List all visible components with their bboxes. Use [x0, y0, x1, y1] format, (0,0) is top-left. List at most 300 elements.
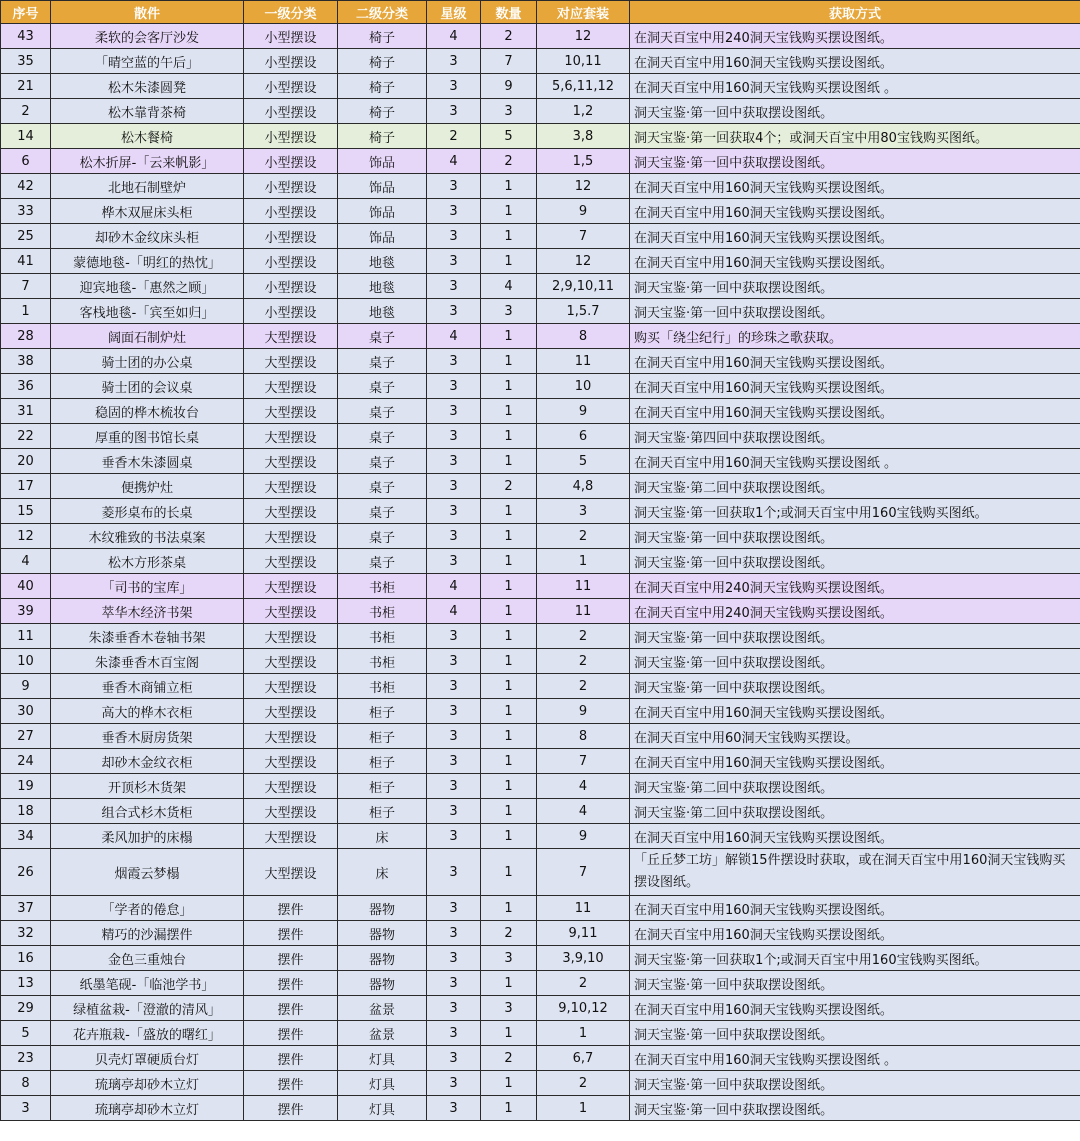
cell-category-1: 大型摆设 — [244, 449, 338, 474]
cell-name: 松木朱漆圆凳 — [51, 74, 244, 99]
cell-source: 在洞天百宝中用160洞天宝钱购买摆设图纸。 — [630, 996, 1080, 1021]
cell-source: 洞天宝鉴·第一回中获取摆设图纸。 — [630, 624, 1080, 649]
cell-id: 37 — [1, 896, 51, 921]
cell-quantity: 1 — [481, 599, 537, 624]
table-row — [1, 624, 1080, 649]
cell-category-2: 器物 — [338, 921, 427, 946]
cell-category-2: 灯具 — [338, 1046, 427, 1071]
cell-name: 贝壳灯罩硬质台灯 — [51, 1046, 244, 1071]
cell-category-1: 摆件 — [244, 1046, 338, 1071]
cell-name: 北地石制壁炉 — [51, 174, 244, 199]
cell-stars: 3 — [427, 299, 481, 324]
cell-source: 在洞天百宝中用160洞天宝钱购买摆设图纸。 — [630, 224, 1080, 249]
cell-name: 琉璃亭却砂木立灯 — [51, 1096, 244, 1121]
cell-source: 洞天宝鉴·第四回中获取摆设图纸。 — [630, 424, 1080, 449]
cell-source: 在洞天百宝中用160洞天宝钱购买摆设图纸。 — [630, 921, 1080, 946]
cell-id: 31 — [1, 399, 51, 424]
cell-source: 洞天宝鉴·第一回中获取摆设图纸。 — [630, 99, 1080, 124]
cell-set: 2 — [537, 1071, 630, 1096]
cell-category-1: 大型摆设 — [244, 574, 338, 599]
cell-source: 洞天宝鉴·第一回中获取摆设图纸。 — [630, 1096, 1080, 1121]
table-row — [1, 1096, 1080, 1121]
cell-category-2: 桌子 — [338, 324, 427, 349]
table-row — [1, 971, 1080, 996]
cell-category-2: 桌子 — [338, 399, 427, 424]
cell-name: 「学者的倦怠」 — [51, 896, 244, 921]
cell-id: 23 — [1, 1046, 51, 1071]
cell-name: 萃华木经济书架 — [51, 599, 244, 624]
cell-category-1: 大型摆设 — [244, 499, 338, 524]
cell-id: 18 — [1, 799, 51, 824]
cell-category-2: 饰品 — [338, 174, 427, 199]
cell-quantity: 2 — [481, 921, 537, 946]
cell-name: 柔软的会客厅沙发 — [51, 24, 244, 49]
cell-category-2: 书柜 — [338, 574, 427, 599]
cell-set: 9,11 — [537, 921, 630, 946]
cell-set: 1 — [537, 1096, 630, 1121]
cell-source: 洞天宝鉴·第一回中获取摆设图纸。 — [630, 971, 1080, 996]
header-source: 获取方式 — [630, 1, 1080, 24]
cell-quantity: 1 — [481, 624, 537, 649]
cell-category-1: 小型摆设 — [244, 174, 338, 199]
cell-category-2: 椅子 — [338, 99, 427, 124]
table-body — [1, 24, 1080, 1121]
cell-id: 9 — [1, 674, 51, 699]
cell-category-2: 器物 — [338, 971, 427, 996]
cell-name: 阔面石制炉灶 — [51, 324, 244, 349]
cell-category-2: 饰品 — [338, 149, 427, 174]
cell-category-1: 大型摆设 — [244, 649, 338, 674]
cell-category-1: 大型摆设 — [244, 674, 338, 699]
table-row — [1, 749, 1080, 774]
cell-set: 1,5.7 — [537, 299, 630, 324]
cell-set: 1 — [537, 1021, 630, 1046]
cell-name: 绿植盆栽-「澄澈的清风」 — [51, 996, 244, 1021]
table-row — [1, 149, 1080, 174]
table-row — [1, 549, 1080, 574]
cell-source: 洞天宝鉴·第一回中获取摆设图纸。 — [630, 674, 1080, 699]
cell-id: 14 — [1, 124, 51, 149]
cell-category-1: 小型摆设 — [244, 149, 338, 174]
table-row — [1, 24, 1080, 49]
table-row — [1, 99, 1080, 124]
cell-name: 垂香木商铺立柜 — [51, 674, 244, 699]
table-row — [1, 946, 1080, 971]
cell-stars: 3 — [427, 224, 481, 249]
cell-quantity: 1 — [481, 224, 537, 249]
cell-id: 34 — [1, 824, 51, 849]
cell-category-2: 桌子 — [338, 449, 427, 474]
cell-category-1: 大型摆设 — [244, 824, 338, 849]
cell-set: 7 — [537, 849, 630, 896]
cell-set: 7 — [537, 749, 630, 774]
cell-category-2: 盆景 — [338, 1021, 427, 1046]
cell-quantity: 1 — [481, 971, 537, 996]
cell-set: 6 — [537, 424, 630, 449]
cell-quantity: 1 — [481, 849, 537, 896]
cell-quantity: 1 — [481, 349, 537, 374]
cell-quantity: 1 — [481, 699, 537, 724]
cell-category-1: 大型摆设 — [244, 799, 338, 824]
cell-category-1: 大型摆设 — [244, 774, 338, 799]
cell-category-1: 小型摆设 — [244, 24, 338, 49]
table-row — [1, 174, 1080, 199]
cell-name: 朱漆垂香木百宝阁 — [51, 649, 244, 674]
cell-category-2: 灯具 — [338, 1096, 427, 1121]
cell-name: 骑士团的会议桌 — [51, 374, 244, 399]
cell-quantity: 1 — [481, 1071, 537, 1096]
table-row — [1, 574, 1080, 599]
cell-category-2: 桌子 — [338, 549, 427, 574]
cell-category-2: 柜子 — [338, 774, 427, 799]
cell-name: 松木靠背茶椅 — [51, 99, 244, 124]
table-row — [1, 274, 1080, 299]
table-row — [1, 224, 1080, 249]
cell-name: 高大的桦木衣柜 — [51, 699, 244, 724]
cell-id: 22 — [1, 424, 51, 449]
table-row — [1, 699, 1080, 724]
table-row — [1, 724, 1080, 749]
cell-id: 40 — [1, 574, 51, 599]
cell-category-2: 柜子 — [338, 724, 427, 749]
cell-quantity: 7 — [481, 49, 537, 74]
cell-name: 金色三重烛台 — [51, 946, 244, 971]
header-category-1: 一级分类 — [244, 1, 338, 24]
cell-stars: 3 — [427, 624, 481, 649]
cell-id: 35 — [1, 49, 51, 74]
cell-source: 洞天宝鉴·第一回中获取摆设图纸。 — [630, 1021, 1080, 1046]
cell-category-2: 柜子 — [338, 799, 427, 824]
cell-category-2: 床 — [338, 849, 427, 896]
cell-category-2: 书柜 — [338, 674, 427, 699]
cell-id: 4 — [1, 549, 51, 574]
cell-source: 洞天宝鉴·第一回中获取摆设图纸。 — [630, 299, 1080, 324]
cell-source: 在洞天百宝中用160洞天宝钱购买摆设图纸 。 — [630, 74, 1080, 99]
cell-id: 39 — [1, 599, 51, 624]
cell-category-1: 大型摆设 — [244, 424, 338, 449]
table-row — [1, 921, 1080, 946]
cell-category-2: 地毯 — [338, 249, 427, 274]
table-row — [1, 74, 1080, 99]
cell-stars: 3 — [427, 699, 481, 724]
cell-id: 28 — [1, 324, 51, 349]
table-row — [1, 399, 1080, 424]
cell-stars: 3 — [427, 799, 481, 824]
cell-category-2: 床 — [338, 824, 427, 849]
cell-stars: 3 — [427, 99, 481, 124]
cell-name: 朱漆垂香木卷轴书架 — [51, 624, 244, 649]
cell-set: 2 — [537, 674, 630, 699]
cell-set: 3,9,10 — [537, 946, 630, 971]
cell-quantity: 2 — [481, 1046, 537, 1071]
cell-stars: 3 — [427, 649, 481, 674]
cell-quantity: 5 — [481, 124, 537, 149]
table-row — [1, 124, 1080, 149]
cell-set: 11 — [537, 896, 630, 921]
cell-quantity: 1 — [481, 549, 537, 574]
cell-category-2: 桌子 — [338, 349, 427, 374]
cell-stars: 3 — [427, 274, 481, 299]
cell-stars: 3 — [427, 449, 481, 474]
cell-stars: 3 — [427, 474, 481, 499]
cell-stars: 3 — [427, 199, 481, 224]
cell-source: 在洞天百宝中用160洞天宝钱购买摆设图纸。 — [630, 199, 1080, 224]
cell-name: 花卉瓶栽-「盛放的曙红」 — [51, 1021, 244, 1046]
cell-set: 6,7 — [537, 1046, 630, 1071]
cell-id: 5 — [1, 1021, 51, 1046]
cell-id: 8 — [1, 1071, 51, 1096]
cell-id: 38 — [1, 349, 51, 374]
cell-category-1: 小型摆设 — [244, 99, 338, 124]
cell-id: 30 — [1, 699, 51, 724]
cell-category-1: 小型摆设 — [244, 274, 338, 299]
cell-set: 3,8 — [537, 124, 630, 149]
cell-category-1: 大型摆设 — [244, 849, 338, 896]
cell-stars: 3 — [427, 896, 481, 921]
table-row — [1, 896, 1080, 921]
cell-stars: 3 — [427, 824, 481, 849]
table-row — [1, 299, 1080, 324]
table-row — [1, 424, 1080, 449]
cell-source: 洞天宝鉴·第二回中获取摆设图纸。 — [630, 774, 1080, 799]
cell-category-1: 大型摆设 — [244, 699, 338, 724]
cell-name: 纸墨笔砚-「临池学书」 — [51, 971, 244, 996]
cell-source: 洞天宝鉴·第一回获取4个；或洞天百宝中用80宝钱购买图纸。 — [630, 124, 1080, 149]
cell-stars: 3 — [427, 996, 481, 1021]
cell-set: 4,8 — [537, 474, 630, 499]
cell-name: 厚重的图书馆长桌 — [51, 424, 244, 449]
cell-quantity: 1 — [481, 774, 537, 799]
cell-set: 4 — [537, 774, 630, 799]
cell-stars: 3 — [427, 49, 481, 74]
cell-name: 却砂木金纹床头柜 — [51, 224, 244, 249]
cell-category-1: 小型摆设 — [244, 124, 338, 149]
cell-id: 17 — [1, 474, 51, 499]
cell-category-2: 饰品 — [338, 224, 427, 249]
cell-category-1: 大型摆设 — [244, 549, 338, 574]
cell-set: 9 — [537, 824, 630, 849]
cell-quantity: 1 — [481, 199, 537, 224]
cell-set: 7 — [537, 224, 630, 249]
cell-stars: 3 — [427, 1021, 481, 1046]
cell-stars: 3 — [427, 174, 481, 199]
cell-name: 客栈地毯-「宾至如归」 — [51, 299, 244, 324]
cell-quantity: 1 — [481, 749, 537, 774]
cell-source: 洞天宝鉴·第一回中获取摆设图纸。 — [630, 524, 1080, 549]
cell-name: 精巧的沙漏摆件 — [51, 921, 244, 946]
cell-set: 11 — [537, 574, 630, 599]
cell-name: 松木餐椅 — [51, 124, 244, 149]
header-set: 对应套装 — [537, 1, 630, 24]
table-row — [1, 449, 1080, 474]
cell-category-1: 摆件 — [244, 996, 338, 1021]
cell-quantity: 1 — [481, 649, 537, 674]
cell-id: 24 — [1, 749, 51, 774]
cell-source: 洞天宝鉴·第一回中获取摆设图纸。 — [630, 149, 1080, 174]
cell-source: 在洞天百宝中用160洞天宝钱购买摆设图纸。 — [630, 249, 1080, 274]
cell-category-1: 大型摆设 — [244, 324, 338, 349]
cell-name: 迎宾地毯-「惠然之顾」 — [51, 274, 244, 299]
cell-quantity: 1 — [481, 1021, 537, 1046]
cell-category-1: 小型摆设 — [244, 249, 338, 274]
cell-name: 松木方形茶桌 — [51, 549, 244, 574]
cell-source: 在洞天百宝中用240洞天宝钱购买摆设图纸。 — [630, 599, 1080, 624]
cell-source: 在洞天百宝中用60洞天宝钱购买摆设。 — [630, 724, 1080, 749]
cell-name: 「晴空蓝的午后」 — [51, 49, 244, 74]
cell-id: 25 — [1, 224, 51, 249]
cell-quantity: 3 — [481, 99, 537, 124]
cell-id: 7 — [1, 274, 51, 299]
cell-set: 1,5 — [537, 149, 630, 174]
cell-source: 洞天宝鉴·第一回获取1个;或洞天百宝中用160宝钱购买图纸。 — [630, 499, 1080, 524]
header-name: 散件 — [51, 1, 244, 24]
cell-quantity: 3 — [481, 946, 537, 971]
cell-category-2: 书柜 — [338, 649, 427, 674]
cell-set: 9 — [537, 399, 630, 424]
cell-set: 2 — [537, 524, 630, 549]
cell-name: 木纹雅致的书法桌案 — [51, 524, 244, 549]
cell-quantity: 1 — [481, 824, 537, 849]
cell-category-1: 大型摆设 — [244, 474, 338, 499]
cell-category-1: 小型摆设 — [244, 199, 338, 224]
cell-set: 10,11 — [537, 49, 630, 74]
cell-quantity: 1 — [481, 499, 537, 524]
cell-id: 1 — [1, 299, 51, 324]
cell-stars: 3 — [427, 399, 481, 424]
cell-source: 洞天宝鉴·第一回中获取摆设图纸。 — [630, 1071, 1080, 1096]
table-row — [1, 499, 1080, 524]
cell-stars: 4 — [427, 599, 481, 624]
cell-category-1: 摆件 — [244, 1071, 338, 1096]
cell-source: 洞天宝鉴·第一回获取1个;或洞天百宝中用160宝钱购买图纸。 — [630, 946, 1080, 971]
cell-set: 2 — [537, 624, 630, 649]
cell-source: 在洞天百宝中用160洞天宝钱购买摆设图纸。 — [630, 896, 1080, 921]
cell-category-2: 桌子 — [338, 374, 427, 399]
cell-set: 8 — [537, 724, 630, 749]
cell-quantity: 1 — [481, 324, 537, 349]
cell-id: 43 — [1, 24, 51, 49]
cell-quantity: 1 — [481, 799, 537, 824]
header-stars: 星级 — [427, 1, 481, 24]
table-row — [1, 1046, 1080, 1071]
cell-set: 10 — [537, 374, 630, 399]
cell-quantity: 1 — [481, 249, 537, 274]
cell-source: 在洞天百宝中用160洞天宝钱购买摆设图纸。 — [630, 749, 1080, 774]
cell-quantity: 1 — [481, 574, 537, 599]
cell-name: 琉璃亭却砂木立灯 — [51, 1071, 244, 1096]
cell-name: 组合式杉木货柜 — [51, 799, 244, 824]
cell-category-2: 灯具 — [338, 1071, 427, 1096]
cell-source: 「丘丘梦工坊」解锁15件摆设时获取，或在洞天百宝中用160洞天宝钱购买摆设图纸。 — [630, 849, 1080, 896]
cell-source: 在洞天百宝中用160洞天宝钱购买摆设图纸。 — [630, 824, 1080, 849]
cell-id: 19 — [1, 774, 51, 799]
cell-category-1: 摆件 — [244, 921, 338, 946]
cell-set: 5,6,11,12 — [537, 74, 630, 99]
cell-quantity: 1 — [481, 174, 537, 199]
cell-set: 9,10,12 — [537, 996, 630, 1021]
cell-set: 2,9,10,11 — [537, 274, 630, 299]
cell-category-2: 桌子 — [338, 524, 427, 549]
cell-category-2: 饰品 — [338, 199, 427, 224]
cell-category-2: 桌子 — [338, 424, 427, 449]
header-id: 序号 — [1, 1, 51, 24]
cell-quantity: 1 — [481, 449, 537, 474]
cell-quantity: 2 — [481, 24, 537, 49]
cell-stars: 3 — [427, 1046, 481, 1071]
cell-category-1: 摆件 — [244, 946, 338, 971]
cell-quantity: 1 — [481, 1096, 537, 1121]
cell-quantity: 4 — [481, 274, 537, 299]
cell-quantity: 3 — [481, 996, 537, 1021]
cell-id: 36 — [1, 374, 51, 399]
table-row — [1, 1021, 1080, 1046]
cell-category-1: 摆件 — [244, 896, 338, 921]
cell-name: 垂香木朱漆圆桌 — [51, 449, 244, 474]
cell-id: 3 — [1, 1096, 51, 1121]
table-row — [1, 774, 1080, 799]
cell-id: 2 — [1, 99, 51, 124]
cell-name: 骑士团的办公桌 — [51, 349, 244, 374]
cell-category-1: 大型摆设 — [244, 624, 338, 649]
cell-category-2: 柜子 — [338, 699, 427, 724]
cell-stars: 3 — [427, 549, 481, 574]
cell-category-2: 椅子 — [338, 124, 427, 149]
cell-name: 蒙德地毯-「明红的热忱」 — [51, 249, 244, 274]
cell-stars: 3 — [427, 774, 481, 799]
cell-id: 15 — [1, 499, 51, 524]
cell-quantity: 1 — [481, 524, 537, 549]
table-row — [1, 349, 1080, 374]
table-row — [1, 674, 1080, 699]
cell-category-1: 小型摆设 — [244, 224, 338, 249]
cell-id: 13 — [1, 971, 51, 996]
cell-source: 在洞天百宝中用160洞天宝钱购买摆设图纸。 — [630, 49, 1080, 74]
cell-id: 21 — [1, 74, 51, 99]
cell-source: 在洞天百宝中用160洞天宝钱购买摆设图纸 。 — [630, 449, 1080, 474]
cell-set: 1 — [537, 549, 630, 574]
cell-set: 5 — [537, 449, 630, 474]
cell-category-2: 盆景 — [338, 996, 427, 1021]
cell-category-1: 摆件 — [244, 971, 338, 996]
cell-stars: 3 — [427, 946, 481, 971]
cell-category-2: 地毯 — [338, 299, 427, 324]
cell-id: 26 — [1, 849, 51, 896]
cell-category-2: 柜子 — [338, 749, 427, 774]
cell-category-1: 大型摆设 — [244, 749, 338, 774]
cell-source: 洞天宝鉴·第二回中获取摆设图纸。 — [630, 799, 1080, 824]
cell-id: 29 — [1, 996, 51, 1021]
cell-set: 11 — [537, 599, 630, 624]
cell-name: 桦木双屉床头柜 — [51, 199, 244, 224]
cell-stars: 3 — [427, 499, 481, 524]
cell-set: 9 — [537, 199, 630, 224]
cell-quantity: 1 — [481, 724, 537, 749]
cell-category-2: 椅子 — [338, 49, 427, 74]
cell-source: 在洞天百宝中用160洞天宝钱购买摆设图纸。 — [630, 349, 1080, 374]
header-quantity: 数量 — [481, 1, 537, 24]
cell-source: 在洞天百宝中用240洞天宝钱购买摆设图纸。 — [630, 574, 1080, 599]
table-row — [1, 599, 1080, 624]
table-row — [1, 649, 1080, 674]
cell-name: 松木折屏-「云来帆影」 — [51, 149, 244, 174]
cell-stars: 3 — [427, 1071, 481, 1096]
cell-category-2: 椅子 — [338, 74, 427, 99]
cell-category-2: 椅子 — [338, 24, 427, 49]
cell-category-1: 摆件 — [244, 1021, 338, 1046]
cell-source: 在洞天百宝中用160洞天宝钱购买摆设图纸。 — [630, 399, 1080, 424]
cell-stars: 4 — [427, 574, 481, 599]
cell-category-2: 书柜 — [338, 624, 427, 649]
